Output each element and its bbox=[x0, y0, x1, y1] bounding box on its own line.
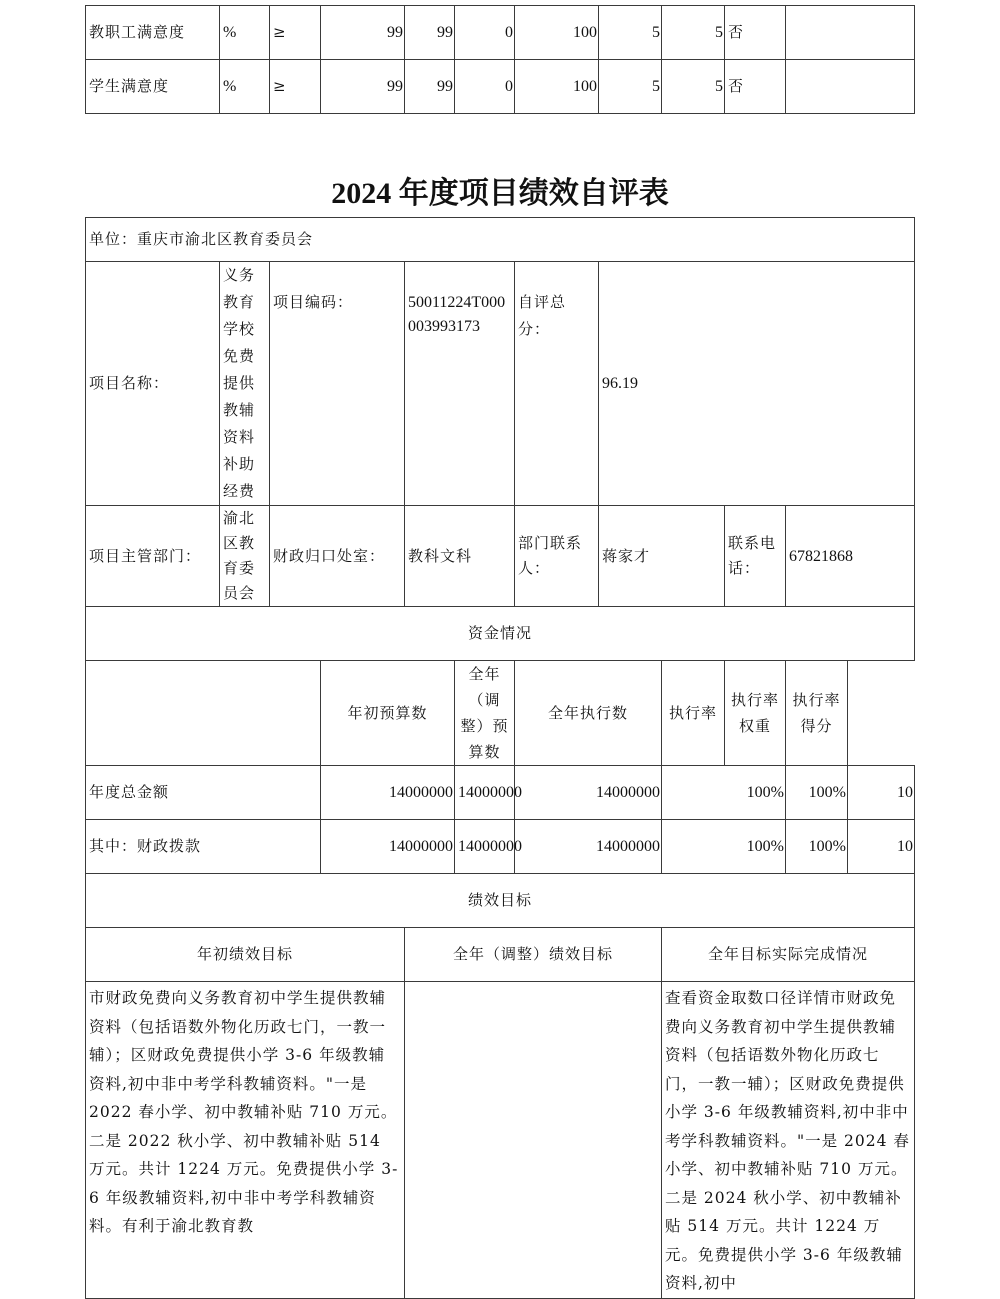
dept-value: 渝北区教育委员会 bbox=[220, 506, 270, 607]
unit-label: 单位：重庆市渝北区教育委员会 bbox=[86, 218, 915, 262]
self-evaluation-table bbox=[85, 217, 915, 1299]
indicator-flag: 否 bbox=[725, 60, 786, 114]
funds-row-label: 其中：财政拨款 bbox=[86, 820, 321, 874]
project-name-value: 义务教育学校免费提供教辅资料补助经费 bbox=[220, 262, 270, 506]
finance-office-label: 财政归口处室： bbox=[270, 506, 405, 607]
funds-header-adjusted-budget: 全年（调整）预算数 bbox=[455, 661, 515, 766]
funds-adjusted-budget: 14000000 bbox=[455, 820, 515, 874]
funds-header-blank bbox=[86, 661, 321, 766]
performance-section-row bbox=[86, 874, 915, 928]
funds-executed: 14000000 bbox=[515, 820, 662, 874]
indicator-value: 100 bbox=[515, 60, 599, 114]
funds-score: 10 bbox=[848, 766, 915, 820]
funds-initial-budget: 14000000 bbox=[321, 766, 455, 820]
indicator-name: 教职工满意度 bbox=[86, 6, 220, 60]
funds-row-label: 年度总金额 bbox=[86, 766, 321, 820]
performance-header-adjusted: 全年（调整）绩效目标 bbox=[405, 928, 662, 982]
performance-header-initial: 年初绩效目标 bbox=[86, 928, 405, 982]
indicator-value: 5 bbox=[599, 6, 662, 60]
page-title: 2024 年度项目绩效自评表 bbox=[331, 177, 669, 210]
self-score-value: 96.19 bbox=[599, 262, 915, 506]
table-row bbox=[86, 60, 915, 114]
indicator-unit: % bbox=[220, 6, 270, 60]
performance-header-actual: 全年目标实际完成情况 bbox=[662, 928, 915, 982]
contact-label: 部门联系人： bbox=[515, 506, 599, 607]
department-row bbox=[86, 506, 915, 607]
indicator-value: 5 bbox=[662, 60, 725, 114]
indicator-value: 99 bbox=[405, 60, 455, 114]
indicator-value: 5 bbox=[599, 60, 662, 114]
initial-goal-text: 市财政免费向义务教育初中学生提供教辅资料（包括语数外物化历政七门，一教一辅）；区财政免费提供小学 3-6 年级教辅资料,初中非中考学科教辅资料。"一是 2022 春小学、初中教辅补贴 710 万元。二是 2022 秋小学、初中教辅补贴 514 万元。共计 1224 万元。免费提供小学 3-6 年级教辅资料,初中非中考学科教辅资料。有利于渝北教育教 bbox=[86, 982, 405, 1299]
indicator-name: 学生满意度 bbox=[86, 60, 220, 114]
indicator-value: 99 bbox=[405, 6, 455, 60]
funds-executed: 14000000 bbox=[515, 766, 662, 820]
performance-section-title: 绩效目标 bbox=[86, 874, 915, 928]
funds-header-executed: 全年执行数 bbox=[515, 661, 662, 766]
indicator-value: 0 bbox=[455, 60, 515, 114]
indicator-value: 99 bbox=[321, 6, 405, 60]
project-code-value: 50011224T000003993173 bbox=[405, 262, 515, 506]
satisfaction-indicator-table bbox=[85, 5, 915, 114]
performance-header-row bbox=[86, 928, 915, 982]
self-score-label: 自评总分： bbox=[515, 262, 599, 506]
phone-value: 67821868 bbox=[786, 506, 915, 607]
indicator-value: 99 bbox=[321, 60, 405, 114]
indicator-operator: ≥ bbox=[270, 60, 321, 114]
indicator-note bbox=[786, 60, 915, 114]
phone-label: 联系电话： bbox=[725, 506, 786, 607]
funds-header-score: 执行率得分 bbox=[786, 661, 848, 766]
funds-score: 10 bbox=[848, 820, 915, 874]
adjusted-goal-text bbox=[405, 982, 662, 1299]
indicator-note bbox=[786, 6, 915, 60]
indicator-flag: 否 bbox=[725, 6, 786, 60]
funds-header-weight: 执行率权重 bbox=[725, 661, 786, 766]
funds-header-rate: 执行率 bbox=[662, 661, 725, 766]
funds-adjusted-budget: 14000000 bbox=[455, 766, 515, 820]
dept-label: 项目主管部门： bbox=[86, 506, 220, 607]
funds-weight: 100% bbox=[786, 820, 848, 874]
performance-content-row bbox=[86, 982, 915, 1299]
funds-row bbox=[86, 766, 915, 820]
indicator-value: 100 bbox=[515, 6, 599, 60]
funds-header-row bbox=[86, 661, 915, 766]
indicator-value: 0 bbox=[455, 6, 515, 60]
finance-office-value: 教科文科 bbox=[405, 506, 515, 607]
funds-row bbox=[86, 820, 915, 874]
funds-header-initial-budget: 年初预算数 bbox=[321, 661, 455, 766]
funds-initial-budget: 14000000 bbox=[321, 820, 455, 874]
project-name-row bbox=[86, 262, 915, 506]
indicator-operator: ≥ bbox=[270, 6, 321, 60]
project-name-label: 项目名称： bbox=[86, 262, 220, 506]
funds-rate: 100% bbox=[662, 766, 786, 820]
unit-row bbox=[86, 218, 915, 262]
project-code-label: 项目编码： bbox=[270, 262, 405, 506]
funds-rate: 100% bbox=[662, 820, 786, 874]
indicator-value: 5 bbox=[662, 6, 725, 60]
contact-value: 蒋家才 bbox=[599, 506, 725, 607]
funds-section-title: 资金情况 bbox=[86, 607, 915, 661]
funds-weight: 100% bbox=[786, 766, 848, 820]
actual-completion-text: 查看资金取数口径详情市财政免费向义务教育初中学生提供教辅资料（包括语数外物化历政七门，一教一辅）；区财政免费提供小学 3-6 年级教辅资料,初中非中考学科教辅资料。"一是 2024 春小学、初中教辅补贴 710 万元。二是 2024 秋小学、初中教辅补贴 514 万元。共计 1224 万元。免费提供小学 3-6 年级教辅资料,初中 bbox=[662, 982, 915, 1299]
table-row bbox=[86, 6, 915, 60]
funds-section-row bbox=[86, 607, 915, 661]
indicator-unit: % bbox=[220, 60, 270, 114]
